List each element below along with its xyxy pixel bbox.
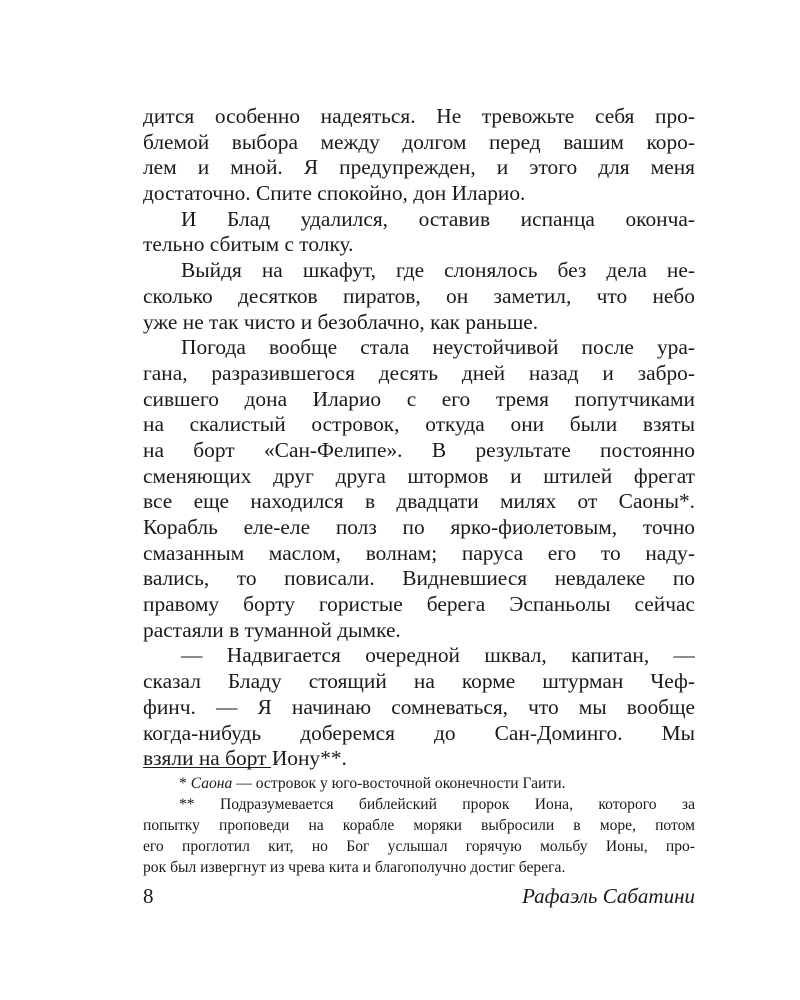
text-line: гана, разразившегося десять дней назад и забро- xyxy=(143,360,695,385)
footnote-2-line: попытку проповеди на корабле моряки выбросили в море, потом xyxy=(143,817,695,834)
text-line: вались, то повисали. Видневшиеся невдалеке по xyxy=(143,566,695,591)
text-line: дится особенно надеяться. Не тревожьте себя про- xyxy=(143,104,695,128)
text-line: взяли на борт Иону**. xyxy=(143,746,347,771)
footnote-1-term: Саона xyxy=(190,775,233,792)
footnote-2-line: его проглотил кит, но Бог услышал горячую мольбу Ионы, про- xyxy=(143,838,695,855)
text-line: смазанным маслом, волнам; паруса его то наду- xyxy=(143,540,695,565)
text-line: Погода вообще стала неустойчивой после ура- xyxy=(181,335,695,360)
text-line: сменяющих друг друга штормов и штилей фрегат xyxy=(143,463,695,488)
text-line: на борт «Сан-Фелипе». В результате постоянно xyxy=(143,437,695,462)
text-line: сказал Бладу стоящий на корме штурман Чеф- xyxy=(143,669,695,694)
page-footer xyxy=(143,883,695,909)
text-line: правому борту гористые берега Эспаньолы сейчас xyxy=(143,592,695,617)
text-line: растаяли в туманной дымке. xyxy=(143,617,401,642)
text-line: на скалистый островок, откуда они были взяты xyxy=(143,412,695,437)
text-line: И Блад удалился, оставив испанца оконча- xyxy=(181,206,695,231)
running-author: Рафаэль Сабатини xyxy=(522,884,695,908)
text-line: Корабль еле-еле полз по ярко-фиолетовым, точно xyxy=(143,515,695,539)
text-line: блемой выбора между долгом перед вашим коро- xyxy=(143,129,695,154)
text-line: когда-нибудь доберемся до Сан-Доминго. Мы xyxy=(143,720,695,745)
text-line: Выйдя на шкафут, где слонялось без дела не- xyxy=(181,258,695,283)
footnote-1 xyxy=(143,773,695,794)
text-line: достаточно. Спите спокойно, дон Иларио. xyxy=(143,181,526,206)
text-line: — Надвигается очередной шквал, капитан, — xyxy=(181,643,695,668)
text-line: тельно сбитым с толку. xyxy=(143,232,354,257)
footnote-2-line: рок был извергнут из чрева кита и благополучно достиг берега. xyxy=(143,859,566,876)
text-line: лем и мной. Я предупрежден, и этого для меня xyxy=(143,155,695,180)
footnote-1-text: — островок у юго-восточной оконечности Гаити. xyxy=(232,775,566,792)
footnote-2-line: ** Подразумевается библейский пророк Иона, которого за xyxy=(179,796,695,813)
text-line: сившего дона Иларио с его тремя попутчиками xyxy=(143,386,695,411)
text-line: все еще находился в двадцати милях от Саоны*. xyxy=(143,489,695,514)
main-text xyxy=(143,104,695,772)
footnote-divider xyxy=(143,767,271,768)
footnote-1-marker: * xyxy=(179,775,187,792)
page-number: 8 xyxy=(143,884,154,908)
text-line: финч. — Я начинаю сомневаться, что мы вообще xyxy=(143,694,695,719)
text-line: сколько десятков пиратов, он заметил, что небо xyxy=(143,283,695,308)
text-line: уже не так чисто и безоблачно, как раньше. xyxy=(143,309,539,334)
footnotes xyxy=(143,773,695,878)
